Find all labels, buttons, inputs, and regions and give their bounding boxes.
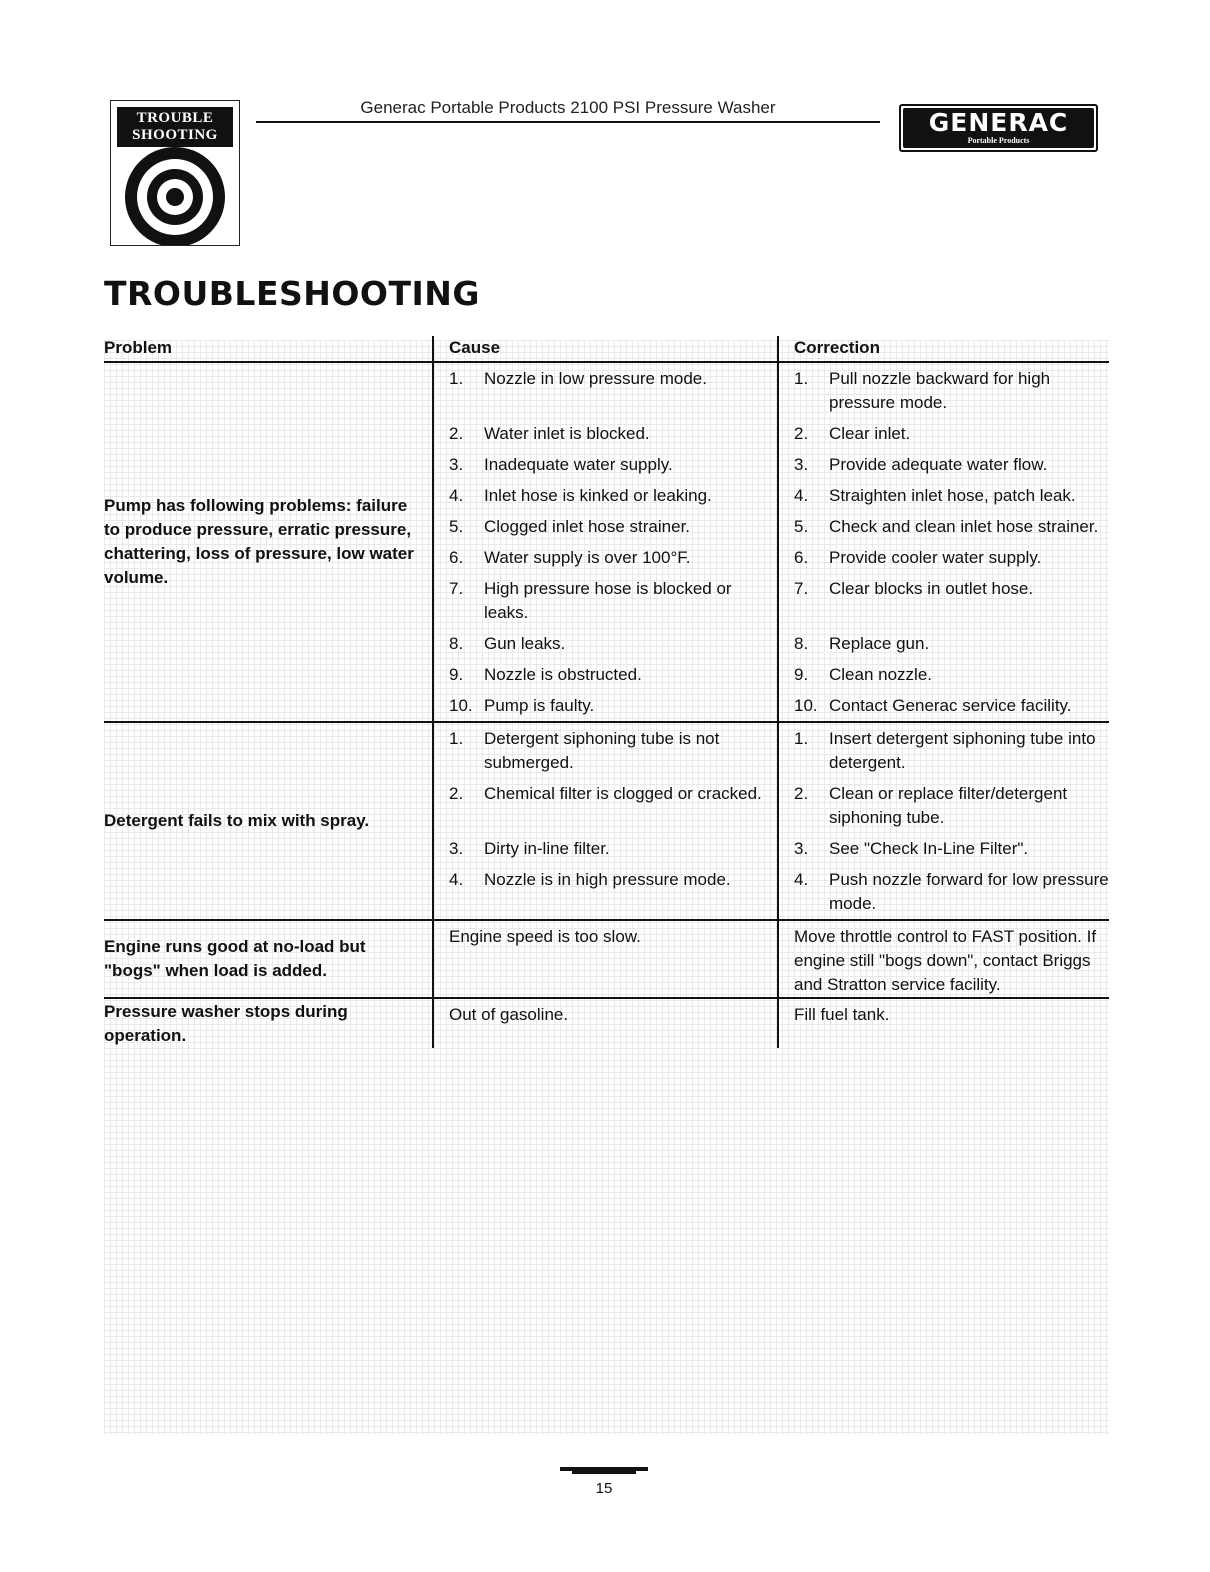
correction-cell: [777, 511, 1109, 542]
list-item: [432, 480, 1109, 511]
list-item: [432, 690, 1109, 721]
correction-cell: [777, 999, 1109, 1048]
cause-cell: [432, 723, 777, 778]
correction-text: Provide adequate water flow.: [829, 455, 1048, 474]
item-number: 8.: [449, 634, 464, 653]
item-number: 7.: [449, 579, 464, 598]
header-rule: [256, 121, 880, 123]
list-item: [432, 542, 1109, 573]
correction-text: Clear inlet.: [829, 424, 911, 443]
correction-cell: [777, 659, 1109, 690]
cause-text: Water inlet is blocked.: [484, 424, 650, 443]
cause-cell: [432, 542, 777, 573]
problem-group: [104, 921, 1109, 999]
cause-cell: [432, 480, 777, 511]
badge-line1: TROUBLE: [136, 110, 214, 126]
item-number: 5.: [449, 517, 464, 536]
cause-cell: [432, 659, 777, 690]
item-number: 8.: [794, 634, 809, 653]
item-number: 4.: [794, 486, 809, 505]
problem-cell: [104, 921, 432, 997]
correction-text: Contact Generac service facility.: [829, 696, 1072, 715]
item-number: 2.: [794, 784, 809, 803]
cause-cell: [432, 833, 777, 864]
correction-cell: [777, 864, 1109, 919]
correction-cell: [777, 723, 1109, 778]
correction-cell: [777, 573, 1109, 628]
correction-text: Push nozzle forward for low pressure mode.: [829, 870, 1109, 913]
item-number: 6.: [794, 548, 809, 567]
item-number: 3.: [794, 839, 809, 858]
list-item: [432, 723, 1109, 778]
item-number: 10.: [449, 696, 473, 715]
cause-text: Dirty in-line filter.: [484, 839, 610, 858]
footer-bar-lower: [572, 1471, 636, 1474]
cause-text: Nozzle is in high pressure mode.: [484, 870, 731, 889]
document-header-title: Generac Portable Products 2100 PSI Pressure Washer: [360, 98, 776, 117]
correction-text: Provide cooler water supply.: [829, 548, 1042, 567]
page-title: TROUBLESHOOTING: [104, 274, 480, 313]
list-item: [432, 363, 1109, 418]
cause-text: Gun leaks.: [484, 634, 566, 653]
troubleshooting-table: [104, 336, 1109, 1048]
list-item: [432, 833, 1109, 864]
correction-text: See "Check In-Line Filter".: [829, 839, 1029, 858]
list-item: [432, 778, 1109, 833]
cause-text: Clogged inlet hose strainer.: [484, 517, 691, 536]
correction-text: Move throttle control to FAST position. If engine still "bogs down", contact Briggs and Stratton service facility.: [794, 927, 1097, 994]
cause-text: Detergent siphoning tube is not submerged.: [484, 729, 720, 772]
item-number: 1.: [449, 729, 464, 748]
problem-text: Pump has following problems: failure to produce pressure, erratic pressure, chattering, loss of pressure, low water volume.: [104, 496, 414, 587]
problem-text: Engine runs good at no-load but "bogs" when load is added.: [104, 937, 366, 980]
header-correction: Correction: [777, 336, 1109, 361]
item-number: 10.: [794, 696, 818, 715]
item-number: 2.: [449, 424, 464, 443]
item-number: 1.: [794, 729, 809, 748]
item-number: 4.: [794, 870, 809, 889]
correction-text: Straighten inlet hose, patch leak.: [829, 486, 1076, 505]
cause-cell: [432, 864, 777, 919]
item-number: 3.: [449, 839, 464, 858]
list-item: [432, 449, 1109, 480]
brand-subtitle: Portable Products: [967, 136, 1030, 145]
correction-cell: [777, 542, 1109, 573]
item-number: 3.: [449, 455, 464, 474]
cause-text: High pressure hose is blocked or leaks.: [484, 579, 732, 622]
correction-text: Fill fuel tank.: [794, 1005, 890, 1024]
cause-text: Pump is faulty.: [484, 696, 595, 715]
cause-cell: [432, 363, 777, 418]
cause-text: Water supply is over 100°F.: [484, 548, 691, 567]
cause-text: Out of gasoline.: [449, 1005, 569, 1024]
cause-cell: [432, 511, 777, 542]
problem-group: [104, 723, 1109, 921]
header-cause: Cause: [432, 336, 777, 361]
correction-cell: [777, 363, 1109, 418]
problem-group: [104, 363, 1109, 723]
correction-cell: [777, 778, 1109, 833]
item-number: 6.: [449, 548, 464, 567]
cause-text: Inlet hose is kinked or leaking.: [484, 486, 712, 505]
correction-cell: [777, 449, 1109, 480]
page-number: 15: [595, 1480, 613, 1497]
item-number: 4.: [449, 870, 464, 889]
header-problem: Problem: [104, 338, 173, 357]
cause-text: Nozzle is obstructed.: [484, 665, 642, 684]
correction-text: Replace gun.: [829, 634, 930, 653]
item-number: 2.: [449, 784, 464, 803]
item-number: 9.: [449, 665, 464, 684]
cause-text: Chemical filter is clogged or cracked.: [484, 784, 762, 803]
problem-group: [104, 999, 1109, 1048]
correction-text: Clean or replace filter/detergent siphoning tube.: [829, 784, 1068, 827]
problem-text: Pressure washer stops during operation.: [104, 1002, 348, 1045]
correction-text: Pull nozzle backward for high pressure mode.: [829, 369, 1051, 412]
cause-cell: [432, 418, 777, 449]
cause-cell: [432, 628, 777, 659]
problem-cell: [104, 723, 432, 919]
item-number: 2.: [794, 424, 809, 443]
badge-label: [117, 107, 233, 147]
item-number: 4.: [449, 486, 464, 505]
correction-text: Check and clean inlet hose strainer.: [829, 517, 1099, 536]
cause-text: Nozzle in low pressure mode.: [484, 369, 707, 388]
problem-cell: [104, 999, 432, 1048]
item-number: 5.: [794, 517, 809, 536]
cause-cell: [432, 921, 777, 997]
list-item: [432, 659, 1109, 690]
correction-text: Clear blocks in outlet hose.: [829, 579, 1034, 598]
badge-line2: SHOOTING: [132, 127, 218, 143]
correction-cell: [777, 628, 1109, 659]
correction-cell: [777, 480, 1109, 511]
troubleshooting-badge: [110, 100, 240, 246]
correction-text: Insert detergent siphoning tube into detergent.: [829, 729, 1096, 772]
item-number: 9.: [794, 665, 809, 684]
correction-cell: [777, 690, 1109, 721]
brand-name: GENERAC: [928, 108, 1069, 137]
problem-text: Detergent fails to mix with spray.: [104, 811, 370, 830]
item-number: 7.: [794, 579, 809, 598]
brand-logo: [899, 104, 1098, 152]
cause-cell: [432, 778, 777, 833]
correction-text: Clean nozzle.: [829, 665, 933, 684]
list-item: [432, 511, 1109, 542]
item-number: 1.: [449, 369, 464, 388]
table-header-row: [104, 336, 1109, 363]
target-icon: [113, 145, 237, 245]
problem-cell: [104, 363, 432, 721]
cause-cell: [432, 690, 777, 721]
cause-cell: [432, 573, 777, 628]
list-item: [432, 864, 1109, 919]
list-item: [432, 573, 1109, 628]
cause-text: Engine speed is too slow.: [449, 927, 641, 946]
item-number: 3.: [794, 455, 809, 474]
cause-cell: [432, 999, 777, 1048]
cause-cell: [432, 449, 777, 480]
correction-cell: [777, 418, 1109, 449]
list-item: [432, 418, 1109, 449]
correction-cell: [777, 833, 1109, 864]
item-number: 1.: [794, 369, 809, 388]
correction-cell: [777, 921, 1109, 997]
cause-text: Inadequate water supply.: [484, 455, 673, 474]
list-item: [432, 628, 1109, 659]
